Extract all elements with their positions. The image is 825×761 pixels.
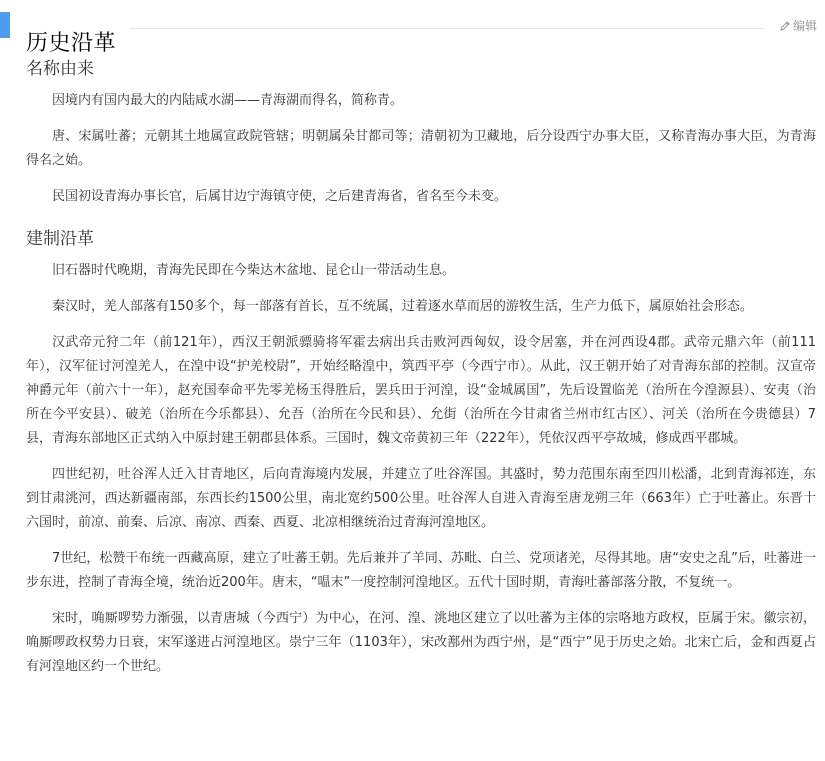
page-title: 历史沿革 (26, 31, 117, 57)
section-title: 名称由来 (26, 59, 94, 79)
paragraph: 四世纪初，吐谷浑人迁入甘青地区，后向青海境内发展，并建立了吐谷浑国。其盛时，势力范围东南至四川松潘，北到青海祁连，东到甘肃洮河，西达新疆南部，东西长约1500公里，南北宽约500公里。吐谷浑人自进入青海至唐龙朔三年（663年）亡于吐蕃止。东晋十六国时，前凉、前秦、后凉、南凉、西秦、西夏、北凉相继统治过青海河湟地区。 (26, 467, 816, 530)
section-header (0, 10, 825, 57)
section-name-origin (26, 55, 816, 209)
section-title: 建制沿革 (26, 229, 94, 249)
section-administrative-history (26, 225, 816, 679)
header-divider (130, 28, 765, 29)
header-accent-bar (0, 12, 10, 38)
article-content (26, 55, 816, 691)
paragraph: 秦汉时，羌人部落有150多个，每一部落有首长，互不统属，过着逐水草而居的游牧生活，生产力低下，属原始社会形态。 (52, 299, 753, 314)
pencil-icon (779, 20, 791, 32)
edit-button[interactable] (779, 17, 817, 35)
paragraph: 宋时，唃厮啰势力渐强，以青唐城（今西宁）为中心，在河、湟、洮地区建立了以吐蕃为主体的宗咯地方政权，臣属于宋。徽宗初，唃厮啰政权势力日衰，宋军遂进占河湟地区。崇宁三年（1103年），宋改鄯州为西宁州，是“西宁”见于历史之始。北宋亡后，金和西夏占有河湟地区约一个世纪。 (26, 611, 816, 674)
paragraph: 汉武帝元狩二年（前121年），西汉王朝派骠骑将军霍去病出兵击败河西匈奴，设令居塞，并在河西设4郡。武帝元鼎六年（前111年），汉军征讨河湟羌人，在湟中设“护羌校尉”，开始经略湟中，筑西平亭（今西宁市）。从此，汉王朝开始了对青海东部的控制。汉宣帝神爵元年（前六十一年），赵充国奉命平先零羌杨玉得胜后，罢兵田于河湟，设“金城属国”，先后设置临羌（治所在今湟源县）、安夷（治所在今平安县）、破羌（治所在今乐都县）、允吾（治所在今民和县）、允街（治所在今甘肃省兰州市红古区）、河关（治所在今贵德县）7县，青海东部地区正式纳入中原封建王朝郡县体系。三国时，魏文帝黄初三年（222年），凭依汉西平亭故城，修成西平郡城。 (26, 335, 816, 446)
paragraph: 民国初设青海办事长官，后属甘边宁海镇守使，之后建青海省，省名至今未变。 (52, 189, 508, 204)
paragraph: 唐、宋属吐蕃；元朝其土地属宣政院管辖；明朝属朵甘都司等；清朝初为卫藏地，后分设西宁办事大臣，又称青海办事大臣，为青海得名之始。 (26, 129, 816, 168)
paragraph: 旧石器时代晚期，青海先民即在今柴达木盆地、昆仑山一带活动生息。 (52, 263, 456, 278)
edit-label: 编辑 (792, 19, 817, 33)
paragraph: 7世纪，松赞干布统一西藏高原，建立了吐蕃王朝。先后兼并了羊同、苏毗、白兰、党项诸羌，尽得其地。唐“安史之乱”后，吐蕃进一步东进，控制了青海全境，统治近200年。唐末，“嗢末”一度控制河湟地区。五代十国时期，青海吐蕃部落分散，不复统一。 (26, 551, 816, 590)
paragraph: 因境内有国内最大的内陆咸水湖——青海湖而得名，简称青。 (52, 93, 404, 108)
